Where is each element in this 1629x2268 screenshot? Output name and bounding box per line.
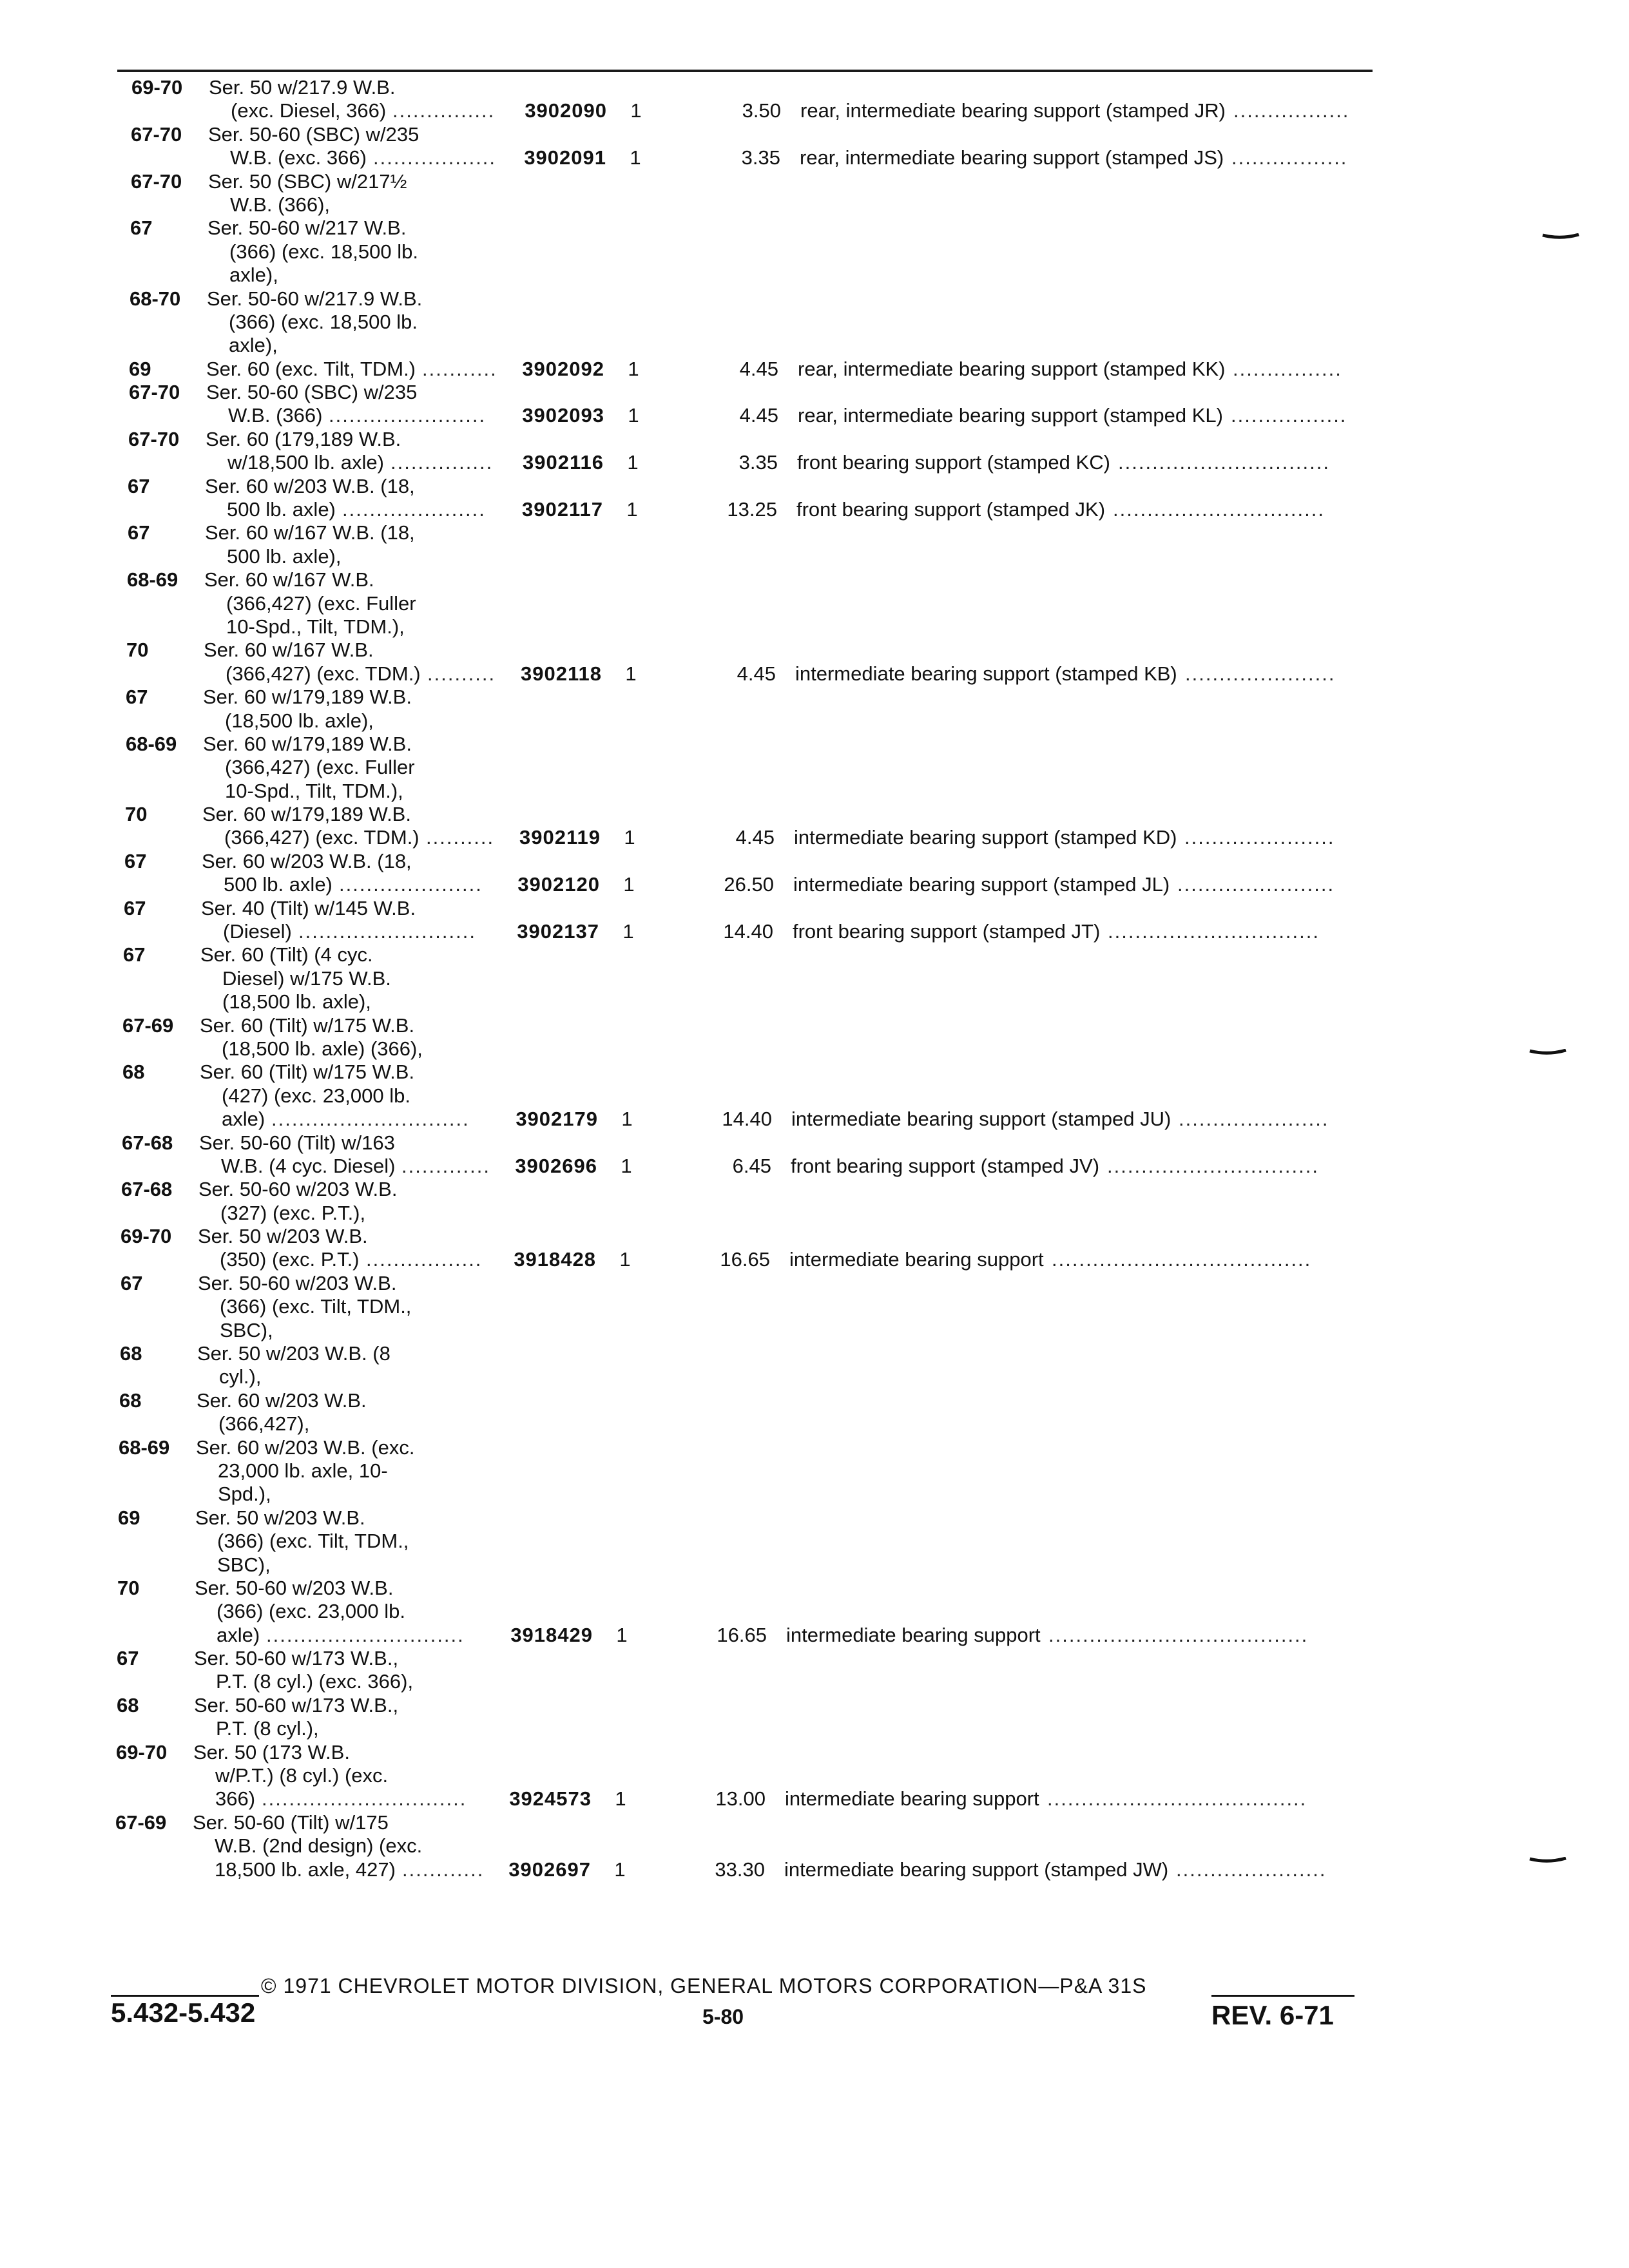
parts-entry — [0, 123, 1629, 170]
application-description: Ser. 60 w/179,189 W.B. — [202, 803, 411, 826]
application-description: Spd.), — [218, 1483, 271, 1506]
application-description: W.B. (2nd design) (exc. — [215, 1834, 423, 1858]
dot-leader: ................. — [1233, 99, 1350, 122]
quantity: 1 — [626, 497, 638, 521]
model-year: 67 — [128, 521, 150, 544]
model-year: 70 — [125, 803, 148, 826]
application-description: (427) (exc. 23,000 lb. — [222, 1084, 410, 1107]
dot-leader: ................. — [1231, 146, 1348, 169]
quantity: 1 — [615, 1787, 626, 1811]
parts-entry — [0, 1178, 1629, 1225]
parts-entry — [0, 1272, 1629, 1342]
model-year: 68-69 — [126, 732, 177, 755]
application-description: W.B. (366), — [230, 193, 331, 216]
model-year: 67-70 — [131, 122, 182, 146]
part-number: 3902093 — [522, 404, 604, 427]
part-usage: rear, intermediate bearing support (stamped KL) — [798, 404, 1223, 427]
model-year: 68 — [119, 1389, 142, 1412]
application-description: Ser. 50 (SBC) w/217½ — [208, 169, 407, 193]
parts-entry — [0, 803, 1629, 850]
application-description: w/18,500 lb. axle) — [227, 451, 384, 474]
list-price: 6.45 — [732, 1154, 771, 1177]
application-description: (366) (exc. Tilt, TDM., — [217, 1530, 409, 1553]
dot-leader: ................. — [366, 1248, 483, 1271]
application-description: 366) — [215, 1787, 256, 1811]
model-year: 68 — [117, 1693, 139, 1716]
application-description: (366) (exc. 18,500 lb. — [229, 240, 418, 263]
model-year: 67-70 — [131, 169, 182, 193]
application-description: Diesel) w/175 W.B. — [222, 966, 391, 990]
model-year: 67 — [117, 1647, 139, 1670]
model-year: 68-70 — [130, 287, 181, 310]
part-usage: intermediate bearing support — [786, 1623, 1041, 1646]
part-number: 3902697 — [508, 1858, 591, 1881]
application-description: Ser. 60 (exc. Tilt, TDM.) — [206, 357, 416, 380]
application-description: 10-Spd., Tilt, TDM.), — [225, 779, 403, 802]
quantity: 1 — [624, 826, 635, 849]
application-description: Ser. 60 w/167 W.B. (18, — [205, 521, 415, 544]
application-description: W.B. (4 cyc. Diesel) — [221, 1154, 396, 1177]
quantity: 1 — [621, 1154, 632, 1177]
parts-entry — [0, 1389, 1629, 1436]
model-year: 67-70 — [128, 427, 180, 450]
application-description: Ser. 50-60 (Tilt) w/163 — [199, 1131, 395, 1154]
application-description: 18,500 lb. axle, 427) — [215, 1858, 396, 1881]
application-description: Ser. 60 (Tilt) w/175 W.B. — [200, 1061, 415, 1084]
application-description: axle), — [229, 264, 278, 287]
quantity: 1 — [616, 1623, 628, 1646]
model-year: 67 — [126, 686, 148, 709]
dot-leader: ............................... — [1118, 451, 1330, 474]
parts-entry — [0, 76, 1629, 123]
application-description: Ser. 60 w/203 W.B. (exc. — [196, 1436, 415, 1459]
application-description: (18,500 lb. axle), — [222, 990, 371, 1014]
application-description: 500 lb. axle) — [227, 497, 336, 521]
application-description: Ser. 60 w/167 W.B. — [204, 568, 374, 591]
application-description: Ser. 60 (179,189 W.B. — [206, 427, 401, 450]
list-price: 3.35 — [741, 146, 780, 169]
list-price: 13.00 — [715, 1787, 766, 1811]
model-year: 67-68 — [121, 1178, 173, 1201]
application-description: axle) — [222, 1108, 265, 1131]
part-usage: intermediate bearing support (stamped KB) — [795, 662, 1177, 685]
part-usage: front bearing support (stamped JK) — [796, 497, 1106, 521]
part-usage: rear, intermediate bearing support (stamped JR) — [800, 99, 1226, 122]
application-description: (366) (exc. 23,000 lb. — [217, 1600, 405, 1623]
quantity: 1 — [628, 357, 639, 380]
application-description: Ser. 50-60 w/203 W.B. — [198, 1178, 398, 1201]
parts-entry — [0, 216, 1629, 287]
parts-entry — [0, 1131, 1629, 1178]
application-description: P.T. (8 cyl.), — [216, 1717, 319, 1740]
parts-entry — [0, 170, 1629, 217]
application-description: (350) (exc. P.T.) — [220, 1248, 360, 1271]
list-price: 33.30 — [715, 1858, 765, 1881]
application-description: 500 lb. axle), — [227, 544, 342, 568]
list-price: 16.65 — [720, 1248, 770, 1271]
dot-leader: ............................... — [1108, 920, 1320, 943]
application-description: P.T. (8 cyl.) (exc. 366), — [216, 1670, 414, 1693]
binder-hole-mark — [1528, 1049, 1567, 1055]
parts-entry — [0, 1811, 1629, 1881]
parts-entry — [0, 475, 1629, 522]
parts-entry — [0, 1694, 1629, 1741]
model-year: 67 — [124, 896, 146, 919]
parts-entry — [0, 943, 1629, 1014]
list-price: 16.65 — [717, 1623, 767, 1646]
application-description: Ser. 50-60 (SBC) w/235 — [206, 381, 418, 404]
binder-hole-mark — [1528, 1857, 1567, 1863]
dot-leader: .................. — [373, 146, 497, 169]
parts-entry — [0, 1225, 1629, 1272]
application-description: Ser. 50 w/217.9 W.B. — [209, 76, 396, 99]
part-number: 3902179 — [516, 1108, 598, 1131]
dot-leader: ............ — [402, 1858, 485, 1881]
application-description: 10-Spd., Tilt, TDM.), — [226, 615, 405, 638]
part-usage: rear, intermediate bearing support (stamped KK) — [798, 357, 1226, 380]
application-description: W.B. (exc. 366) — [230, 146, 367, 169]
parts-entry — [0, 1014, 1629, 1061]
parts-entry — [0, 1577, 1629, 1647]
dot-leader: .............................. — [262, 1787, 467, 1811]
part-usage: intermediate bearing support (stamped JL) — [793, 873, 1170, 896]
model-year: 67-69 — [122, 1014, 174, 1037]
part-number: 3924573 — [509, 1787, 592, 1811]
part-usage: front bearing support (stamped JV) — [791, 1154, 1100, 1177]
model-year: 68-69 — [119, 1436, 170, 1459]
quantity: 1 — [630, 146, 641, 169]
parts-entry — [0, 428, 1629, 475]
model-year: 67-68 — [122, 1131, 173, 1154]
application-description: Ser. 50-60 w/203 W.B. — [198, 1271, 397, 1294]
dot-leader: ............. — [401, 1154, 490, 1177]
parts-entry — [0, 381, 1629, 428]
application-description: (366,427) (exc. TDM.) — [224, 826, 419, 849]
application-description: Ser. 50-60 w/203 W.B. — [195, 1576, 394, 1599]
part-number: 3902091 — [524, 146, 606, 169]
list-price: 4.45 — [737, 662, 776, 685]
application-description: (exc. Diesel, 366) — [231, 99, 387, 122]
quantity: 1 — [619, 1248, 631, 1271]
application-description: SBC), — [217, 1553, 271, 1576]
model-year: 67-69 — [115, 1811, 167, 1834]
parts-entry — [0, 568, 1629, 639]
application-description: Ser. 50-60 w/173 W.B., — [194, 1647, 399, 1670]
list-price: 3.35 — [738, 451, 778, 474]
copyright-notice: © 1971 CHEVROLET MOTOR DIVISION, GENERAL MOTORS CORPORATION—P&A 31S — [261, 1974, 1147, 1997]
application-description: 23,000 lb. axle, 10- — [218, 1459, 388, 1482]
parts-entry — [0, 1342, 1629, 1389]
application-description: SBC), — [220, 1318, 273, 1341]
parts-entry — [0, 733, 1629, 803]
model-year: 67 — [124, 849, 147, 872]
application-description: (Diesel) — [223, 920, 292, 943]
application-description: Ser. 50-60 (SBC) w/235 — [208, 122, 419, 146]
parts-entry — [0, 639, 1629, 686]
quantity: 1 — [621, 1108, 633, 1131]
dot-leader: ...................... — [1185, 662, 1336, 685]
application-description: W.B. (366) — [228, 404, 323, 427]
model-year: 67 — [123, 943, 146, 966]
application-description: (18,500 lb. axle) (366), — [222, 1037, 423, 1060]
application-description: w/P.T.) (8 cyl.) (exc. — [215, 1764, 389, 1787]
application-description: Ser. 60 w/179,189 W.B. — [203, 732, 412, 755]
application-description: Ser. 50-60 (Tilt) w/175 — [193, 1811, 389, 1834]
application-description: Ser. 60 w/203 W.B. (18, — [202, 849, 412, 872]
part-number: 3902090 — [525, 99, 607, 122]
application-description: Ser. 50-60 w/217.9 W.B. — [207, 287, 423, 310]
part-usage: rear, intermediate bearing support (stamped JS) — [800, 146, 1224, 169]
application-description: Ser. 50-60 w/173 W.B., — [194, 1693, 399, 1716]
application-description: (366) (exc. Tilt, TDM., — [220, 1295, 412, 1318]
application-description: (366,427) (exc. Fuller — [226, 591, 416, 615]
model-year: 67 — [128, 474, 150, 497]
quantity: 1 — [628, 404, 639, 427]
revision-date: REV. 6-71 — [1211, 2000, 1334, 2030]
binder-hole-mark — [1541, 233, 1580, 240]
dot-leader: ..................... — [342, 497, 486, 521]
application-description: Ser. 60 w/179,189 W.B. — [203, 686, 412, 709]
dot-leader: .......... — [426, 826, 495, 849]
application-description: Ser. 40 (Tilt) w/145 W.B. — [201, 896, 416, 919]
dot-leader: ............................... — [1113, 497, 1325, 521]
quantity: 1 — [614, 1858, 626, 1881]
dot-leader: ............................... — [1107, 1154, 1319, 1177]
model-year: 68-69 — [127, 568, 178, 591]
dot-leader: ...................................... — [1048, 1623, 1309, 1646]
application-description: Ser. 50 w/203 W.B. — [198, 1225, 368, 1248]
dot-leader: ............... — [392, 99, 496, 122]
application-description: Ser. 50 w/203 W.B. (8 — [197, 1342, 390, 1365]
list-price: 13.25 — [727, 497, 777, 521]
dot-leader: ..................... — [339, 873, 483, 896]
dot-leader: ........... — [422, 357, 497, 380]
list-price: 14.40 — [722, 1108, 772, 1131]
model-year: 68 — [120, 1342, 142, 1365]
part-usage: intermediate bearing support (stamped JU) — [791, 1108, 1171, 1131]
application-description: (327) (exc. P.T.), — [220, 1201, 366, 1224]
list-price: 4.45 — [739, 357, 778, 380]
model-year: 69-70 — [131, 76, 183, 99]
application-description: 500 lb. axle) — [224, 873, 333, 896]
model-year: 70 — [117, 1576, 140, 1599]
page-number: 5-80 — [702, 2005, 744, 2028]
parts-entry — [0, 1741, 1629, 1811]
list-price: 3.50 — [742, 99, 781, 122]
dot-leader: ...................................... — [1047, 1787, 1307, 1811]
application-description: axle), — [229, 334, 278, 357]
part-usage: intermediate bearing support — [789, 1248, 1044, 1271]
part-number: 3902092 — [522, 357, 604, 380]
model-year: 69 — [129, 357, 151, 380]
application-description: (366,427), — [218, 1412, 310, 1436]
dot-leader: ...................... — [1184, 826, 1335, 849]
dot-leader: .......................... — [298, 920, 476, 943]
application-description: (366,427) (exc. Fuller — [225, 756, 415, 779]
dot-leader: ............................. — [266, 1623, 465, 1646]
application-description: Ser. 60 w/167 W.B. — [204, 639, 374, 662]
model-year: 69 — [118, 1506, 140, 1529]
parts-entry — [0, 358, 1629, 381]
dot-leader: ...................... — [1179, 1108, 1329, 1131]
part-number: 3902116 — [523, 451, 604, 474]
parts-entry — [0, 1647, 1629, 1694]
list-price: 14.40 — [723, 920, 773, 943]
model-year: 67 — [120, 1271, 143, 1294]
model-year: 67 — [130, 216, 153, 240]
dot-leader: ....................... — [1177, 873, 1335, 896]
application-description: cyl.), — [219, 1365, 262, 1389]
application-description: axle) — [217, 1623, 260, 1646]
model-year: 69-70 — [116, 1740, 168, 1763]
part-usage: front bearing support (stamped JT) — [793, 920, 1101, 943]
part-usage: front bearing support (stamped KC) — [797, 451, 1110, 474]
part-number: 3902120 — [517, 873, 600, 896]
part-usage: intermediate bearing support — [785, 1787, 1039, 1811]
part-usage: intermediate bearing support (stamped KD) — [794, 826, 1177, 849]
dot-leader: ................. — [1231, 404, 1347, 427]
list-price: 4.45 — [735, 826, 775, 849]
parts-entry — [0, 897, 1629, 944]
list-price: 26.50 — [724, 873, 774, 896]
parts-entry — [0, 1506, 1629, 1577]
application-description: Ser. 60 (Tilt) w/175 W.B. — [200, 1014, 415, 1037]
list-price: 4.45 — [739, 404, 778, 427]
part-number: 3902137 — [517, 920, 599, 943]
quantity: 1 — [630, 99, 642, 122]
application-description: Ser. 50 (173 W.B. — [193, 1740, 350, 1763]
dot-leader: ............................. — [271, 1108, 470, 1131]
quantity: 1 — [627, 451, 639, 474]
model-year: 67-70 — [129, 381, 180, 404]
dot-leader: ............... — [390, 451, 494, 474]
model-year: 70 — [126, 639, 149, 662]
quantity: 1 — [625, 662, 637, 685]
parts-entry — [0, 287, 1629, 358]
application-description: Ser. 60 w/203 W.B. (18, — [205, 474, 415, 497]
model-year: 68 — [122, 1061, 145, 1084]
part-usage: intermediate bearing support (stamped JW) — [784, 1858, 1169, 1881]
dot-leader: ....................... — [329, 404, 487, 427]
quantity: 1 — [623, 873, 635, 896]
section-number: 5.432-5.432 — [111, 1997, 256, 2028]
application-description: (366) (exc. 18,500 lb. — [229, 310, 418, 333]
part-number: 3902118 — [521, 662, 602, 685]
quantity: 1 — [622, 920, 634, 943]
part-number: 3918428 — [514, 1248, 596, 1271]
part-number: 3918429 — [510, 1623, 593, 1646]
application-description: Ser. 60 (Tilt) (4 cyc. — [200, 943, 373, 966]
parts-entry — [0, 1061, 1629, 1131]
parts-entry — [0, 850, 1629, 897]
part-number: 3902696 — [515, 1154, 597, 1177]
dot-leader: ...................... — [1176, 1858, 1327, 1881]
application-description: (366,427) (exc. TDM.) — [226, 662, 421, 685]
dot-leader: ................ — [1233, 357, 1342, 380]
application-description: Ser. 60 w/203 W.B. — [197, 1389, 367, 1412]
dot-leader: .......... — [427, 662, 496, 685]
application-description: Ser. 50-60 w/217 W.B. — [207, 216, 407, 240]
dot-leader: ...................................... — [1052, 1248, 1312, 1271]
model-year: 69-70 — [120, 1225, 172, 1248]
parts-entry — [0, 521, 1629, 568]
parts-entry — [0, 1436, 1629, 1506]
application-description: (18,500 lb. axle), — [225, 709, 374, 732]
part-number: 3902117 — [522, 497, 603, 521]
application-description: Ser. 50 w/203 W.B. — [195, 1506, 365, 1529]
part-number: 3902119 — [519, 826, 601, 849]
parts-entry — [0, 686, 1629, 733]
